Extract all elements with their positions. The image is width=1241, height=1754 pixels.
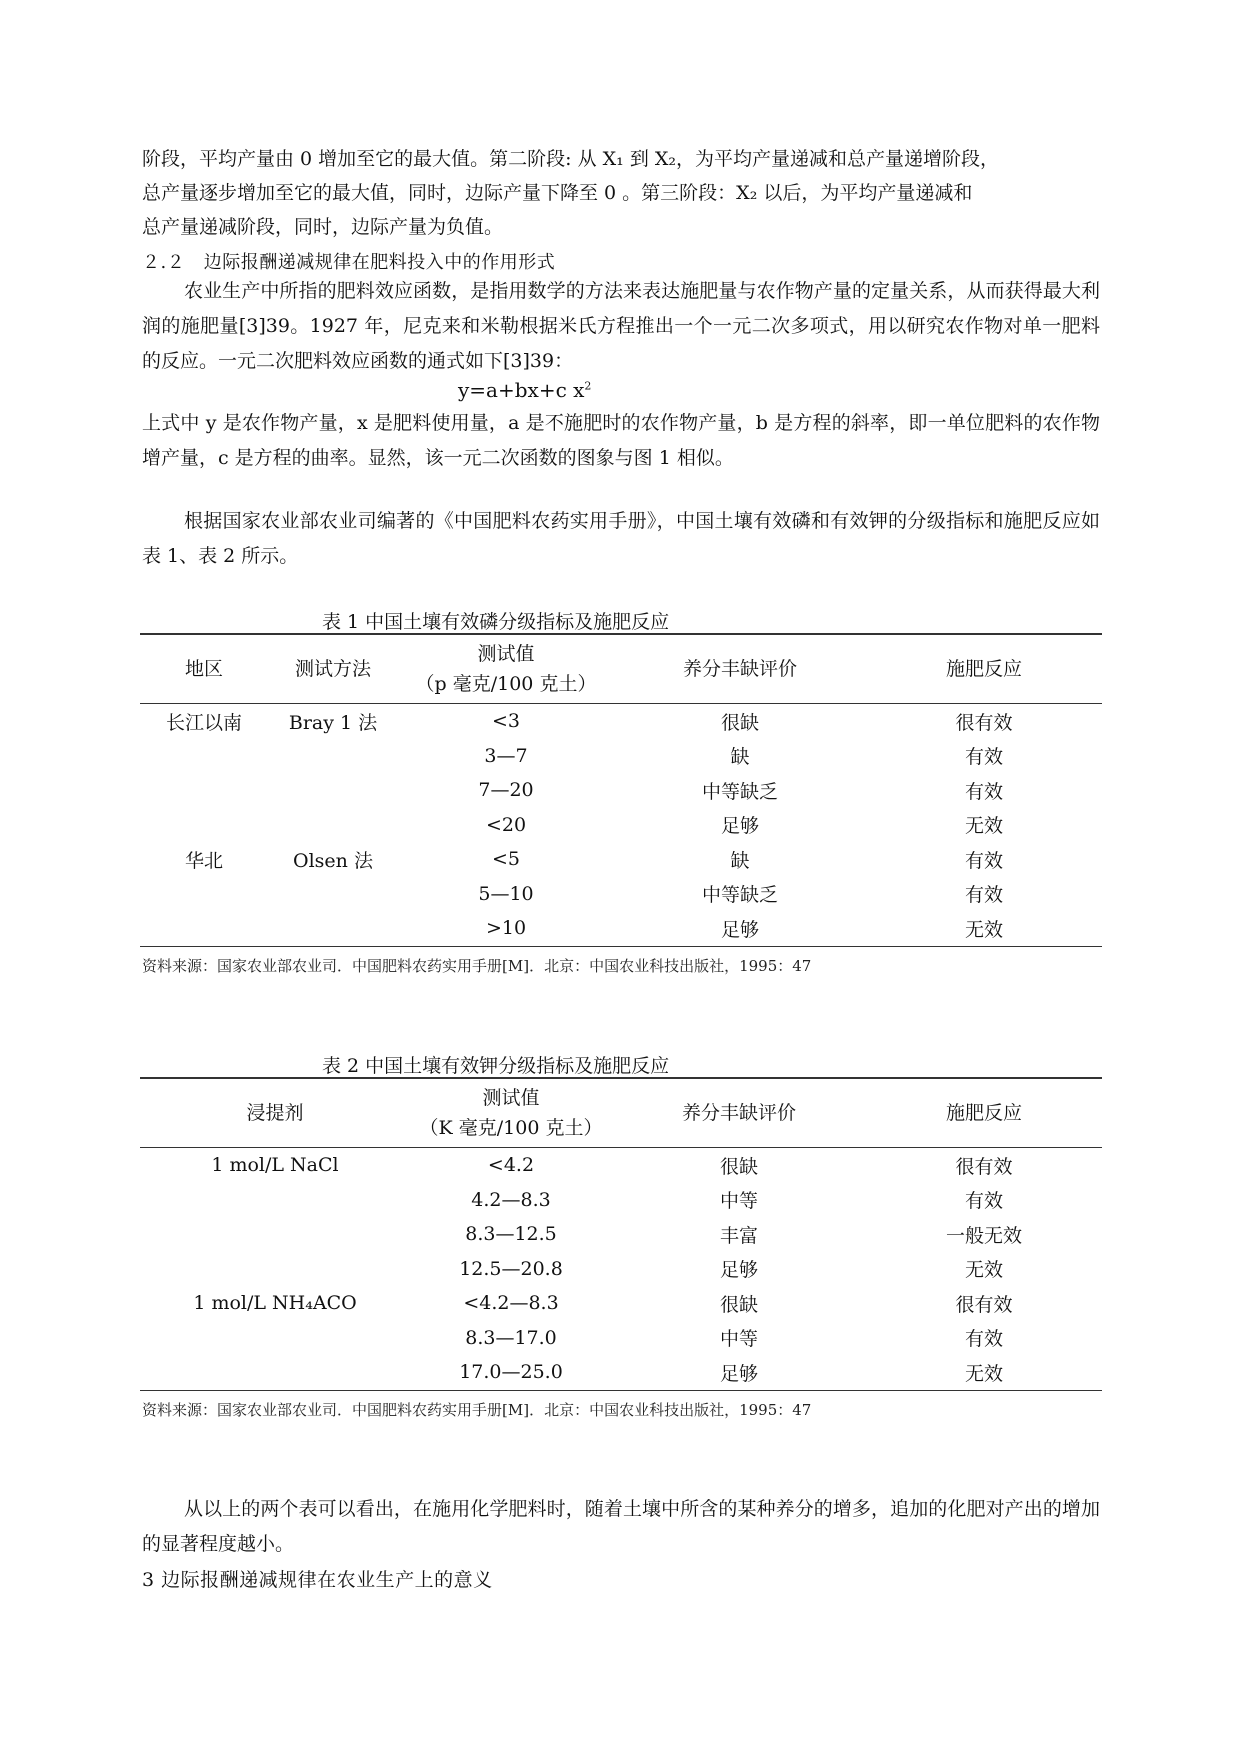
cell-response: 一般无效: [945, 1224, 1022, 1247]
cell-evaluation: 丰富: [719, 1224, 758, 1247]
cell-method: [268, 911, 398, 946]
table-row: [140, 1355, 1102, 1390]
cell-extractant: [140, 1252, 410, 1287]
cell-value: 17.0—25.0: [410, 1355, 612, 1390]
table2-source-note: 资料来源：国家农业部农业司．中国肥料农药实用手册[M]．北京：中国农业科技出版社，1995：47: [142, 1401, 812, 1419]
cell-extractant: 1 mol/L NaCl: [211, 1154, 339, 1177]
cell-value: 12.5—20.8: [459, 1257, 563, 1280]
table2-header-value: [410, 1078, 612, 1148]
table-row: [140, 877, 1102, 912]
table-row: [140, 1286, 1102, 1321]
table2-header-row: [140, 1078, 1102, 1148]
paragraph-formula-explanation: 上式中 y 是农作物产量，x 是肥料使用量，a 是不施肥时的农作物产量，b 是方程的斜率，即一单位肥料的农作物增产量，c 是方程的曲率。显然，该一元二次函数的图象与图 1 相似。: [142, 412, 1100, 469]
cell-value: <3: [491, 710, 520, 733]
cell-value: <5: [491, 848, 520, 871]
cell-response: 有效: [964, 849, 1003, 872]
table1-caption: 表 1 中国土壤有效磷分级指标及施肥反应: [322, 611, 670, 633]
cell-method: [268, 739, 398, 774]
table1-source-note: 资料来源：国家农业部农业司．中国肥料农药实用手册[M]．北京：中国农业科技出版社，1995：47: [142, 957, 812, 975]
paragraph-line: 总产量递减阶段，同时，边际产量为负值。: [142, 216, 504, 238]
cell-evaluation: 足够: [614, 911, 866, 946]
cell-extractant: [140, 1183, 410, 1218]
cell-value: 8.3—12.5: [465, 1223, 557, 1246]
paragraph-conclusion: 从以上的两个表可以看出，在施用化学肥料时，随着土壤中所含的某种养分的增多，追加的化肥对产出的增加的显著程度越小。: [142, 1498, 1100, 1555]
cell-extractant: [140, 1321, 410, 1356]
table2: [140, 1077, 1102, 1391]
cell-region: [140, 739, 268, 774]
formula-exponent: 2: [584, 379, 592, 393]
cell-evaluation: 足够: [612, 1355, 866, 1390]
cell-response: 无效: [866, 1355, 1102, 1390]
table2-header-evaluation: 养分丰缺评价: [612, 1078, 866, 1148]
header-value-title: 测试值: [477, 643, 535, 665]
table1-header-evaluation: 养分丰缺评价: [614, 634, 866, 704]
cell-value: 4.2—8.3: [471, 1188, 551, 1211]
table1-header-method: 测试方法: [268, 634, 398, 704]
section-heading-3: 3 边际报酬递减规律在农业生产上的意义: [142, 1569, 493, 1591]
cell-region: 华北: [184, 849, 223, 872]
table-row: [140, 808, 1102, 843]
cell-value: 8.3—17.0: [465, 1326, 557, 1349]
cell-evaluation: 缺: [730, 849, 750, 872]
table-row: [140, 1148, 1102, 1183]
cell-value: >10: [398, 911, 614, 946]
paragraph-table-intro: 根据国家农业部农业司编著的《中国肥料农药实用手册》，中国土壤有效磷和有效钾的分级指标和施肥反应如表 1、表 2 所示。: [142, 510, 1100, 567]
cell-response: 有效: [964, 780, 1003, 803]
cell-extractant: 1 mol/L NH₄ACO: [193, 1292, 357, 1315]
cell-evaluation: 很缺: [720, 711, 759, 734]
paragraph-line: 总产量逐步增加至它的最大值，同时，边际产量下降至 0 。第三阶段：X₂ 以后，为平均产量递减和: [142, 182, 973, 204]
header-value-unit: （p 毫克/100 克土）: [415, 673, 597, 695]
paragraph-fertilizer-function: 农业生产中所指的肥料效应函数，是指用数学的方法来表达施肥量与农作物产量的定量关系，从而获得最大利润的施肥量[3]39。1927 年，尼克来和米勒根据米氏方程推出一个一元二次多项式，用以研究农作物对单一肥料的反应。一元二次肥料效应函数的通式如下[3]39：: [142, 280, 1100, 372]
cell-region: [140, 877, 268, 912]
header-value-unit: （K 毫克/100 克土）: [419, 1117, 603, 1139]
cell-evaluation: 缺: [730, 746, 750, 769]
table2-caption: 表 2 中国土壤有效钾分级指标及施肥反应: [322, 1055, 670, 1077]
cell-value: <4.2: [487, 1154, 535, 1177]
paragraph-line: 阶段，平均产量由 0 增加至它的最大值。第二阶段: 从 X₁ 到 X₂，为平均产量递减和总产量递增阶段，: [142, 148, 1000, 170]
table1-header-row: [140, 634, 1102, 704]
table1-header-value: [398, 634, 614, 704]
cell-response: 无效: [964, 1259, 1003, 1282]
table-row: [140, 1321, 1102, 1356]
table1-header-response: 施肥反应: [866, 634, 1102, 704]
cell-evaluation: 足够: [719, 1259, 758, 1282]
cell-evaluation: 中等: [719, 1190, 758, 1213]
cell-evaluation: 足够: [720, 815, 759, 838]
cell-method: Olsen 法: [293, 849, 373, 872]
table2-header-extractant: 浸提剂: [140, 1078, 410, 1148]
table-row: [140, 704, 1102, 739]
header-value-title: 测试值: [482, 1087, 540, 1109]
cell-value: <4.2—8.3: [463, 1292, 559, 1315]
cell-method: Bray 1 法: [288, 711, 378, 734]
formula-main: y=a+bx+c x: [458, 378, 585, 402]
cell-region: 长江以南: [165, 711, 242, 734]
cell-response: 有效: [964, 1190, 1003, 1213]
cell-extractant: [140, 1355, 410, 1390]
table-row: [140, 773, 1102, 808]
formula: [458, 378, 591, 402]
cell-region: [140, 911, 268, 946]
cell-evaluation: 中等: [719, 1328, 758, 1351]
cell-response: 很有效: [955, 711, 1013, 734]
table1: [140, 633, 1102, 947]
section-heading-2-2: ２.２ 边际报酬递减规律在肥料投入中的作用形式: [142, 252, 556, 273]
cell-value: 7—20: [478, 779, 534, 802]
cell-region: [140, 773, 268, 808]
cell-method: [268, 808, 398, 843]
cell-response: 有效: [964, 884, 1003, 907]
cell-evaluation: 中等缺乏: [701, 780, 778, 803]
cell-response: 很有效: [955, 1293, 1013, 1316]
cell-evaluation: 很缺: [719, 1293, 758, 1316]
cell-value: 3—7: [484, 744, 528, 767]
cell-method: [268, 877, 398, 912]
cell-evaluation: 很缺: [719, 1155, 758, 1178]
cell-response: 很有效: [955, 1155, 1013, 1178]
cell-extractant: [140, 1217, 410, 1252]
table1-header-region: 地区: [140, 634, 268, 704]
cell-response: 有效: [964, 746, 1003, 769]
table-row: [140, 1183, 1102, 1218]
cell-method: [268, 773, 398, 808]
cell-response: 无效: [964, 815, 1003, 838]
cell-value: 5—10: [478, 882, 534, 905]
table-row: [140, 1252, 1102, 1287]
cell-response: 无效: [866, 911, 1102, 946]
cell-evaluation: 中等缺乏: [701, 884, 778, 907]
table-row: [140, 842, 1102, 877]
table2-header-response: 施肥反应: [866, 1078, 1102, 1148]
table-row: [140, 1217, 1102, 1252]
cell-response: 有效: [964, 1328, 1003, 1351]
table-row: [140, 739, 1102, 774]
cell-region: [140, 808, 268, 843]
cell-value: <20: [485, 813, 527, 836]
table-row: [140, 911, 1102, 946]
